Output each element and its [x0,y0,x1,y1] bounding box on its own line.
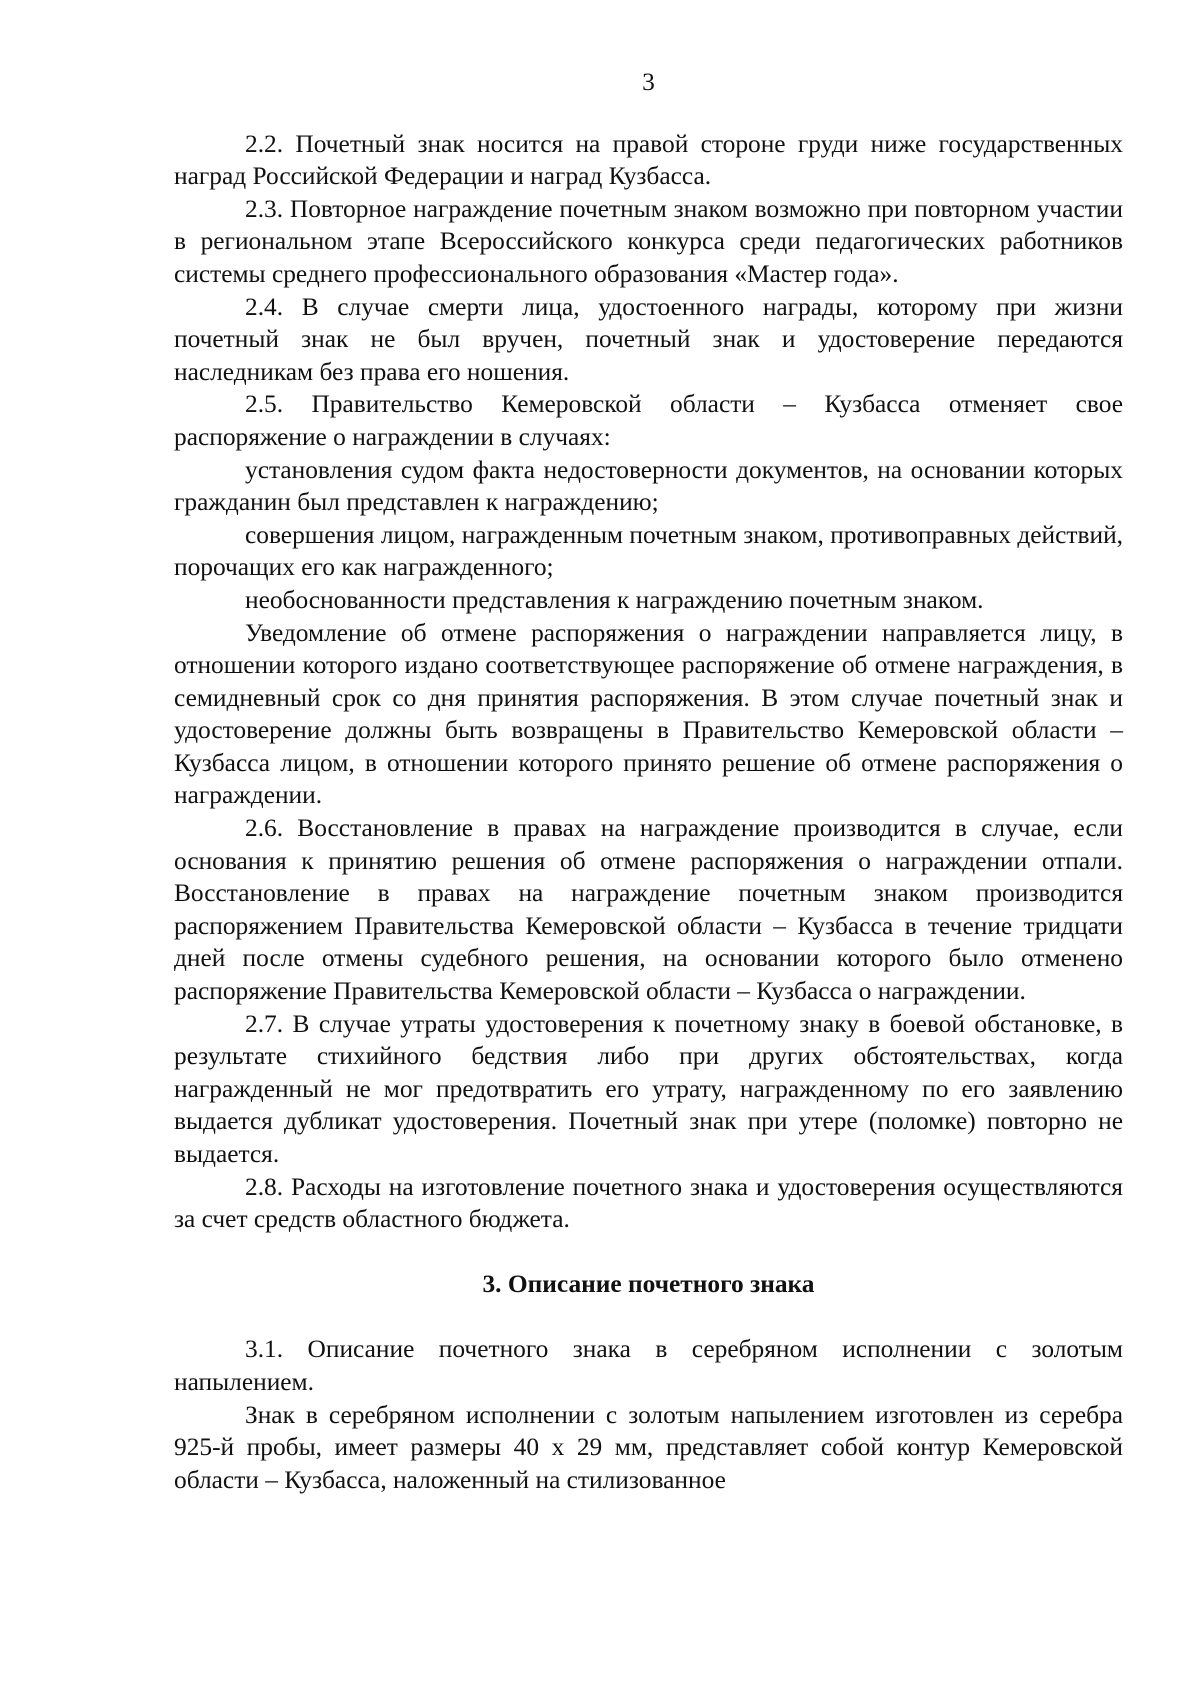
paragraph-2-5: 2.5. Правительство Кемеровской области – Кузбасса отменяет свое распоряжение о награждении в случаях: [174,390,1123,451]
paragraph-2-5-case-1: установления судом факта недостоверности документов, на основании которых гражданин был представлен к награждению; [174,455,1123,517]
paragraph-notification: Уведомление об отмене распоряжения о награждении направляется лицу, в отношении которого издано соответствующее распоряжение об отмене награждения, в семидневный срок со дня принятия распоряжения. В этом случае почетный знак и удостоверение должны быть возвращены в Правительство Кемеровской области – Кузбасса лицом, в отношении которого принято решение об отмене распоряжения о награждении. [174,618,1123,810]
paragraph-2-3: 2.3. Повторное награждение почетным знаком возможно при повторном участии в региональном этапе Всероссийского конкурса среди педагогических работников системы среднего профессионального образования «Мастер года». [174,194,1123,288]
paragraph-2-6: 2.6. Восстановление в правах на награждение производится в случае, если основания к принятию решения об отмене распоряжения о награждении отпали. Восстановление в правах на награждение почетным знаком производится распоряжением Правительства Кемеровской области – Кузбасса в течение тридцати дней после отмены судебного решения, на основании которого было отменено распоряжение Правительства Кемеровской области – Кузбасса о награждении. [174,814,1123,1006]
paragraph-2-5-case-3: необоснованности представления к награждению почетным знаком. [245,585,984,614]
paragraph-2-7: 2.7. В случае утраты удостоверения к почетному знаку в боевой обстановке, в результате стихийного бедствия либо при других обстоятельствах, когда награжденный не мог предотвратить его утрату, награжденному по его заявлению выдается дубликат удостоверения. Почетный знак при утере (поломке) повторно не выдается. [174,1009,1123,1168]
page-number: 3 [642,68,655,96]
paragraph-2-4: 2.4. В случае смерти лица, удостоенного награды, которому при жизни почетный знак не был вручен, почетный знак и удостоверение передаются наследникам без права его ношения. [174,292,1123,386]
paragraph-badge-description: Знак в серебряном исполнении с золотым напылением изготовлен из серебра 925-й пробы, имеет размеры 40 х 29 мм, представляет собой контур Кемеровской области – Кузбасса, наложенный на стилизованное [174,1400,1123,1494]
paragraph-2-8: 2.8. Расходы на изготовление почетного знака и удостоверения осуществляются за счет средств областного бюджета. [174,1172,1123,1234]
paragraph-2-2: 2.2. Почетный знак носится на правой стороне груди ниже государственных наград Российской Федерации и наград Кузбасса. [174,129,1123,191]
paragraph-2-5-case-2: совершения лицом, награжденным почетным знаком, противоправных действий, порочащих его как награжденного; [174,520,1123,582]
document-page [174,66,1123,1496]
section-heading: 3. Описание почетного знака [482,1269,815,1298]
paragraph-3-1: 3.1. Описание почетного знака в серебряном исполнении с золотым напылением. [174,1335,1123,1396]
